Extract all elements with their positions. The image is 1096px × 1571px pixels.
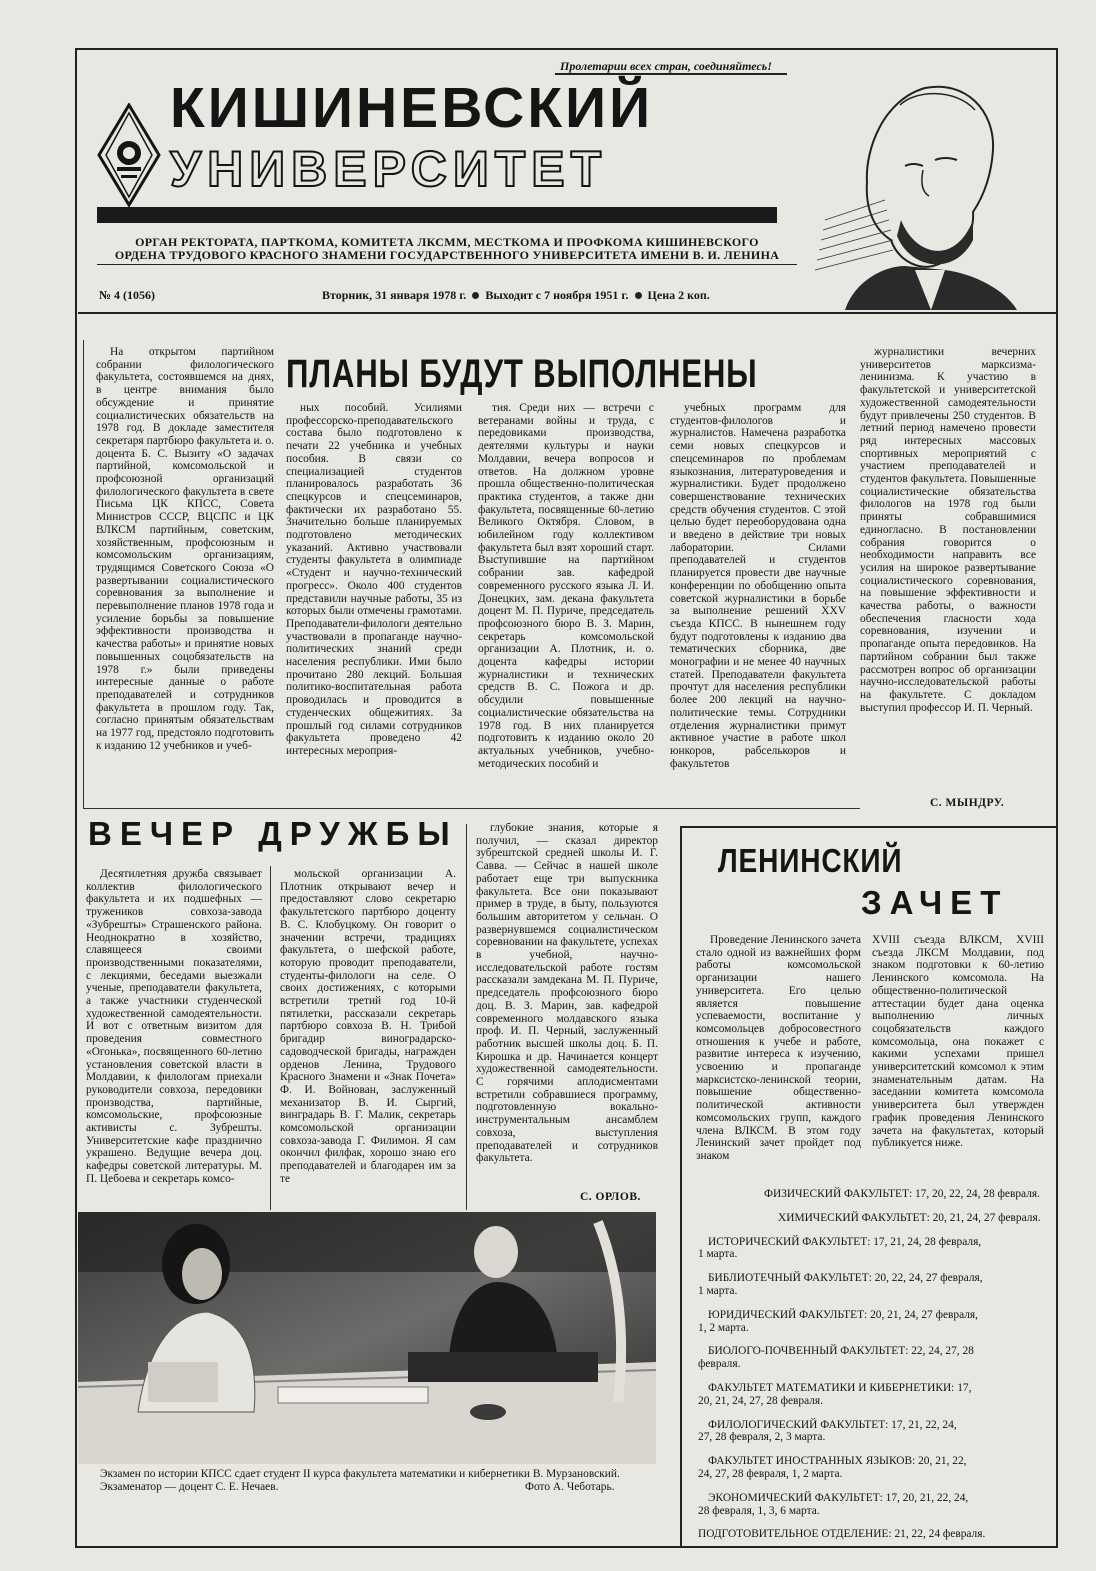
article-lenin-test-column-2: XVIII съезда ВЛКСМ, XVIII съезда ЛКСМ Молдавии, под знаком подготовки к 60-летию Ленинского комсомола. На общественно-политической аттестации будет дана оценка выполнению личных соцобязательств каждого комсомольца, она покажет с какими успехами пришел университетский комсомол к этим знаменательным датам. На заседании комитета комсомола университета был утвержден график проведения Ленинского зачета на факультетах, который публикуется ниже. — [872, 934, 1044, 1150]
lenin-test-schedule — [698, 1188, 1043, 1552]
organ-line-1: ОРГАН РЕКТОРАТА, ПАРТКОМА, КОМИТЕТА ЛКСММ, МЕСТКОМА И ПРОФКОМА КИШИНЕВСКОГО — [135, 235, 759, 249]
bullet-icon — [635, 292, 642, 299]
schedule-item: ФАКУЛЬТЕТ МАТЕМАТИКИ И КИБЕРНЕТИКИ: 17, 20, 21, 24, 27, 28 февраля. — [698, 1381, 972, 1407]
lenin-portrait — [805, 70, 1020, 310]
price: Цена 2 коп. — [647, 288, 710, 302]
bullet-icon — [472, 292, 479, 299]
column-divider — [466, 824, 467, 1210]
article-friendship-headline: ВЕЧЕР ДРУЖБЫ — [88, 815, 458, 852]
schedule-item: ИСТОРИЧЕСКИЙ ФАКУЛЬТЕТ: 17, 21, 24, 28 февраля, 1 марта. — [698, 1235, 982, 1261]
schedule-item: БИБЛИОТЕЧНЫЙ ФАКУЛЬТЕТ: 20, 22, 24, 27 февраля, 1 марта. — [698, 1272, 983, 1297]
column-divider — [270, 866, 271, 1210]
article-plans-signature: С. МЫНДРУ. — [930, 797, 1005, 809]
organ-statement — [97, 236, 797, 262]
article-friendship-signature: С. ОРЛОВ. — [580, 1191, 641, 1203]
article-plans-column-3: тия. Среди них — встречи с ветеранами войны и труда, с передовиками производства, деятелями культуры и науки Молдавии, вечера вопросов и ответов. На должном уровне прошла общественно-политическая практика студентов, а также дни факультета, посвященные 60-летию Великого Октября. Словом, в юбилейном году коллективом факультета был взят хороший старт. Выступившие на партийном собрании зав. кафедрой современного русского языка Л. И. Донецких, зам. декана факультета доцент М. П. Пуриче, председатель профсоюзного бюро В. З. Марин, секретарь комсомольской организации А. Плотник, и. о. доцента кафедры истории журналистики и технических средств В. С. Пожога и др. обсудили повышенные социалистические обязательства на 1978 год. В них планируется подготовить к изданию около 20 актуальных учебников, учебно-методических пособий и — [478, 402, 654, 770]
exam-photo — [78, 1212, 656, 1464]
photo-caption: Экзамен по истории КПСС сдает студент II курса факультета математики и кибернетики В. Мурзановский. Экзаменатор — доцент С. Е. Нечаев. — [100, 1468, 620, 1493]
issue-date: Вторник, 31 января 1978 г. — [322, 288, 467, 302]
published-since: Выходит с 7 ноября 1951 г. — [485, 288, 629, 302]
article-plans-column-1: На открытом партийном собрании филологического факультета, состоявшемся на днях, в центре внимания было обсуждение и принятие социалистических обязательств на 1978 год. В докладе заместителя секретаря партбюро факультета и. о. доцента Б. С. Вызиту «О задачах партийной, комсомольской и профсоюзной организаций филологического факультета в свете Письма ЦК КПСС, Совета Министров СССР, ВЦСПС и ЦК ВЛКСМ партийным, советским, хозяйственным, профсоюзным и комсомольским организациям, трудящимся Советского Союза «О развертывании социалистического соревнования за выполнение и перевыполнение планов 1978 года и усиление борьбы за повышение эффективности производства и качества работы» и принятие новых повышенных соцобязательств на 1978 г.» были приведены интересные данные о работе преподавателей и сотрудников факультета в прошлом году. Так, согласно принятым обязательствам на 1977 год, предстояло подготовить к изданию 12 учебников и учеб- — [96, 346, 274, 752]
article-plans-column-2: ных пособий. Усилиями профессорско-преподавательского состава было подготовлено к печати 22 учебника и учебных пособия. В связи со специализацией студентов планировалось разработать 36 спецкурсов и спецсеминаров, фактически их разработано 55. Значительно больше планируемых подготовлено методических указаний. Активно участвовали студенты факультета в олимпиаде «Студент и научно-технический прогресс». Около 400 студентов представили научные работы, 35 из которых были отмечены грамотами. Преподаватели-филологи деятельно участвовали в пропаганде научно-политических знаний среди населения республики. Ими было прочитано 280 лекций. Большая политико-воспитательная работа проводилась и проводится в студенческих общежитиях. За прошлый год силами сотрудников факультета проведено 42 интересных мероприя- — [286, 402, 462, 757]
university-badge-icon — [97, 103, 161, 207]
article-plans-headline: ПЛАНЫ БУДУТ ВЫПОЛНЕНЫ — [286, 352, 758, 396]
article-friendship-column-1: Десятилетняя дружба связывает коллектив филологического факультета и их подшефных — тружеников совхоза-завода «Зубрешты» Страшенского района. Неоднократно в хозяйство, славящееся своими производственными показателями, с лекциями, беседами выезжали ученые, преподаватели факультета, а также участники студенческой художественной самодеятельности. И вот с ответным визитом для проведения совместного «Огонька», посвященного 60-летию установления советской власти в Молдавии, к филологам приехали руководители совхоза, передовики производства, партийные, комсомольские, профсоюзные активисты с. Зубрешты. Университетские кафе празднично украшено. Ведущие вечера доц. кафедры советской литературы. М. П. Цебоева и секретарь комсо- — [86, 868, 262, 1185]
schedule-item: ФИЗИЧЕСКИЙ ФАКУЛЬТЕТ: 17, 20, 22, 24, 28 февраля. — [764, 1188, 1040, 1200]
motto-underline — [555, 73, 787, 75]
issue-number: № 4 (1056) — [99, 288, 156, 302]
masthead-black-bar — [97, 207, 777, 223]
organ-line-2: ОРДЕНА ТРУДОВОГО КРАСНОГО ЗНАМЕНИ ГОСУДАРСТВЕННОГО УНИВЕРСИТЕТА ИМЕНИ В. И. ЛЕНИНА — [114, 248, 780, 262]
article-plans-column-4: учебных программ для студентов-филологов и журналистов. Намечена разработка семи новых спецкурсов и спецсеминаров по проблемам языкознания, литературоведения и журналистики. Будет продолжено совершенствование технических средств обучения студентов. С этой целью будет переоборудована одна и введено в действие три новых лаборатории. Силами преподавателей и студентов планируется провести две научные конференции по обобщению опыта советской журналистики в борьбе за выполнение решений XXV съезда КПСС. В нынешнем году будут подготовлены к изданию два тематических сборника, две монографии и не менее 40 научных статей. Преподаватели факультета прочтут для населения республики более 200 лекций на научно-политические темы. Сотрудники отделения журналистики примут активное участие в работе школ юнкоров, рабселькоров и факультетов — [670, 402, 846, 770]
schedule-item: ЮРИДИЧЕСКИЙ ФАКУЛЬТЕТ: 20, 21, 24, 27 февраля, 1, 2 марта. — [698, 1308, 979, 1334]
dateline — [322, 288, 710, 303]
schedule-item: ПОДГОТОВИТЕЛЬНОЕ ОТДЕЛЕНИЕ: 21, 22, 24 февраля. — [698, 1528, 986, 1541]
masthead-title-line1: КИШИНЕВСКИЙ — [170, 76, 654, 140]
schedule-item: ЭКОНОМИЧЕСКИЙ ФАКУЛЬТЕТ: 17, 20, 21, 22, 24, 28 февраля, 1, 3, 6 марта. — [698, 1491, 969, 1517]
article-lenin-test-headline-2: ЗАЧЕТ — [861, 884, 1009, 921]
article-friendship-column-2: мольской организации А. Плотник открывают вечер и предоставляют слово секретарю факультетского партбюро доценту В. С. Клобуцкому. Он говорит о значении встречи, традициях факультета, о шефской работе, которую проводит преподаватели, студенты-филологи на селе. О своих достижениях, с которыми встретили третий год 10-й пятилетки, рассказали секретарь партбюро совхоза В. Н. Трибой бригадир виноградарско-садоводческой бригады, награжден орденов Ленина, Трудового Красного Знамени и «Знак Почета» Ф. И. Войнован, заслуженный механизатор В. И. Сыргий, винградарь В. Г. Малик, секретарь комсомольской организации совхоза-завода Г. Филимон. Я сам окончил филфак, хорошо знаю его преподавателей и благодарен им за те — [280, 868, 456, 1185]
schedule-item: ФИЛОЛОГИЧЕСКИЙ ФАКУЛЬТЕТ: 17, 21, 22, 24, 27, 28 февраля, 2, 3 марта. — [698, 1418, 957, 1444]
article-lenin-test-column-1: Проведение Ленинского зачета стало одной из важнейших форм работы комсомольской организации нашего университета. Его целью является повышение успеваемости, воспитание у комсомольцев добросовестного отношения к учебе и работе, развитие интереса к изучению, усвоению и пропаганде марксистско-ленинской теории, повышение общественно-политической активности комсомольских групп, каждого члена ВЛКСМ. В этом году Ленинский зачет пройдет под знаком — [696, 934, 861, 1162]
masthead-rule — [97, 264, 797, 265]
schedule-item: ФАКУЛЬТЕТ ИНОСТРАННЫХ ЯЗЫКОВ: 20, 21, 22, 24, 27, 28 февраля, 1, 2 марта. — [698, 1455, 967, 1480]
photo-credit: Фото А. Чеботарь. — [525, 1481, 615, 1493]
schedule-item: ХИМИЧЕСКИЙ ФАКУЛЬТЕТ: 20, 21, 24, 27 февраля. — [778, 1211, 1041, 1224]
article-lenin-test-headline-1: ЛЕНИНСКИЙ — [718, 842, 903, 879]
motto: Пролетарии всех стран, соединяйтесь! — [560, 59, 772, 73]
schedule-item: БИОЛОГО-ПОЧВЕННЫЙ ФАКУЛЬТЕТ: 22, 24, 27, 28 февраля. — [698, 1345, 974, 1371]
masthead-bottom-rule — [78, 312, 1056, 314]
article-plans-column-5: журналистики вечерних университетов марксизма-ленинизма. К участию в факультетской и университетской художественной самодеятельности будут привлечены 250 студентов. В летний период намечено провести ряд интересных массовых спортивных мероприятий с участием преподавателей и студентов факультета. Повышенные социалистические обязательства филологов на 1978 год были приняты собравшимися единогласно. В постановлении собрания говорится о необходимости направить все усилия на широкое развертывание социалистического соревнования, на повышение эффективности и качества работы, о важности обеспечения гласности хода соревнования, изучении и пропаганде опыта передовиков. На партийном собрании был также рассмотрен вопрос об организации научно-исследовательской работы на факультете. С докладом выступил профессор И. П. Черный. — [860, 346, 1036, 714]
article-friendship-column-3: глубокие знания, которые я получил, — сказал директор зубрештской средней школы И. Г. Савва. — Сейчас в нашей школе работает еще три выпускника факультета. Все они показывают пример в труде, в быту, пользуются большим авторитетом у сельчан. О развернувшемся социалистическом соревновании на факультете, успехах в учебной, научно-исследовательской работе гостям рассказали замдекана М. П. Пуриче, председатель профсоюзного бюро доц. В. З. Марин, зав. кафедрой современного молдавского языка проф. И. П. Черный, заслуженный работник высшей школы доц. Б. П. Кирошка и др. Начинается концерт художественной самодеятельности. С горячими аплодисментами встретили собравшиеся программу, подготовленную вокально-инструментальным ансамблем совхоза, выступления преподавателей и сотрудников факультета. — [476, 822, 658, 1165]
masthead-title-line2: УНИВЕРСИТЕТ — [170, 141, 608, 197]
